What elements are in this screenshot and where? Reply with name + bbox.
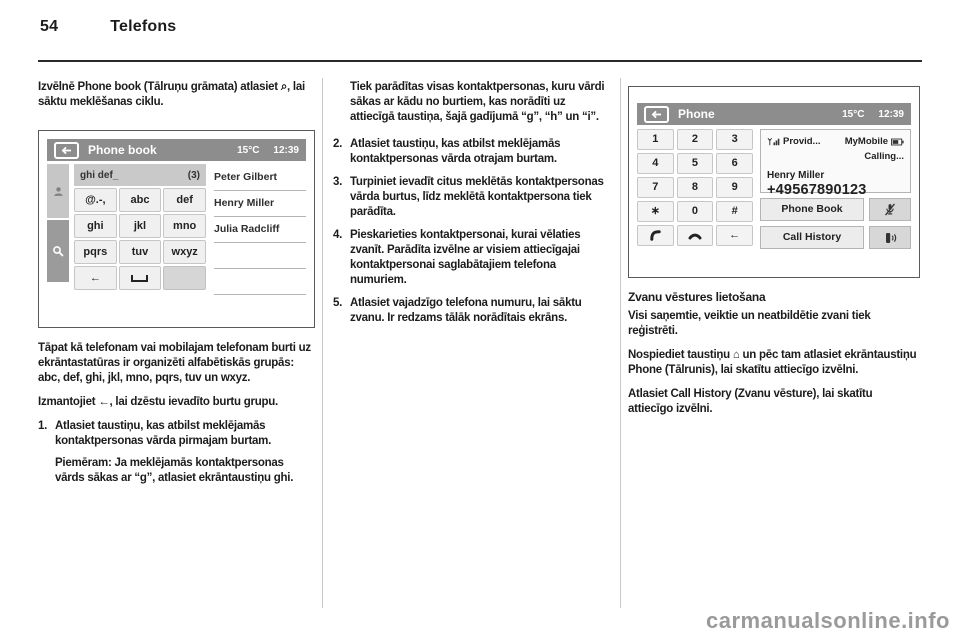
step-number: 2. — [333, 138, 343, 150]
column-2 — [333, 80, 609, 334]
paragraph-step1-result: Tiek parādītas visas kontaktpersonas, kuru vārdi sākas ar kādu no burtiem, kas norādīti uz attiecīgā taustiņa, šajā gadījumā “g”, “h” un “i”. — [350, 81, 605, 123]
paragraph-keyboard-groups: Tāpat kā telefonam vai mobilajam telefonam burti uz ekrāntastatūras ir organizēti alfabētiskās grupās: abc, def, ghi, jkl, mno, pqrs, tuv un wxyz. — [38, 342, 311, 384]
step-1-example: Piemēram: Ja meklējamās kontaktpersonas vārds sākas ar “g”, atlasiet ekrāntaustiņu ghi. — [55, 457, 294, 484]
page-number: 54 — [40, 18, 59, 35]
phonebook-title-bar — [47, 139, 306, 161]
step-2 — [333, 137, 609, 167]
key-0: 0 — [677, 201, 714, 222]
key-5: 5 — [677, 153, 714, 174]
letter-key-grid — [74, 188, 206, 290]
key-pqrs: pqrs — [74, 240, 117, 264]
phonebook-sidebar — [47, 164, 69, 295]
handset-audio-button — [869, 226, 911, 249]
header-rule — [38, 60, 922, 62]
space-key — [119, 266, 162, 290]
key-abc: abc — [119, 188, 162, 212]
figure-phonebook-screenshot — [38, 130, 315, 328]
phonebook-screen-title: Phone book — [88, 142, 157, 157]
letter-keyboard — [74, 164, 206, 295]
mute-button — [869, 198, 911, 221]
key-9: 9 — [716, 177, 753, 198]
blank-key — [163, 266, 206, 290]
step-4 — [333, 228, 609, 288]
caller-name: Henry Miller — [767, 170, 825, 181]
caller-number: +49567890123 — [767, 182, 867, 198]
provider-label: Provid... — [783, 136, 821, 147]
key-star: ∗ — [637, 201, 674, 222]
dial-pad — [637, 129, 753, 249]
key-4: 4 — [637, 153, 674, 174]
step-number: 5. — [333, 297, 343, 309]
step-2-text: Atlasiet taustiņu, kas atbilst meklējamās kontaktpersonas vārda otrajam burtam. — [350, 138, 561, 165]
person-icon — [53, 186, 64, 197]
key-symbols: @.-, — [74, 188, 117, 212]
backspace-key: ← — [74, 266, 117, 290]
key-mno: mno — [163, 214, 206, 238]
paragraph-search-intro: Izvēlnē Phone book (Tālruņu grāmata) atlasiet ⌕, lai sāktu meklēšanas ciklu. — [38, 81, 305, 108]
call-history-button-row — [760, 226, 911, 249]
key-wxyz: wxyz — [163, 240, 206, 264]
paragraph-select-call-history: Atlasiet Call History (Zvanu vēsture), lai skatītu attiecīgo izvēlni. — [628, 388, 873, 415]
key-hash: # — [716, 201, 753, 222]
step-5 — [333, 296, 609, 326]
end-call-handset-icon — [688, 231, 702, 240]
phonebook-button-row — [760, 198, 911, 221]
status-area — [842, 107, 904, 122]
contact-name: Julia Radcliff — [214, 223, 280, 235]
key-7: 7 — [637, 177, 674, 198]
search-tab — [47, 220, 69, 282]
contact-row — [214, 217, 306, 243]
phone-screen-title: Phone — [678, 106, 715, 121]
search-icon — [52, 245, 64, 257]
contacts-tab — [47, 164, 69, 218]
paragraph-press-home: Nospiediet taustiņu ⌂ un pēc tam atlasiet ekrāntaustiņu Phone (Tālrunis), lai skatītu attiecīgo izvēlni. — [628, 349, 917, 376]
contact-name: Peter Gilbert — [214, 171, 278, 183]
paragraph-calls-registered: Visi saņemtie, veiktie un neatbildētie zvani tiek reģistrēti. — [628, 310, 871, 337]
column-1 — [38, 80, 315, 494]
key-ghi: ghi — [74, 214, 117, 238]
contact-row — [214, 165, 306, 191]
contact-result-list — [214, 164, 306, 295]
back-arrow-glyph — [60, 146, 73, 155]
temperature-readout: 15°C — [237, 144, 260, 156]
contact-row-empty — [214, 243, 306, 269]
key-8: 8 — [677, 177, 714, 198]
figure-phone-screenshot — [628, 86, 920, 278]
network-row — [767, 134, 904, 149]
status-area — [237, 143, 299, 158]
key-jkl: jkl — [119, 214, 162, 238]
column-3 — [628, 80, 920, 426]
mute-microphone-icon — [884, 203, 896, 216]
column-divider — [322, 78, 323, 608]
step-number: 1. — [38, 420, 48, 432]
step-text — [55, 419, 315, 486]
back-arrow-glyph — [650, 110, 663, 119]
key-1: 1 — [637, 129, 674, 150]
phone-screen-body — [637, 129, 911, 249]
handset-audio-icon — [883, 232, 897, 244]
call-handset-icon — [649, 229, 662, 242]
phone-book-button: Phone Book — [760, 198, 864, 221]
step-1 — [38, 419, 315, 486]
call-key — [637, 225, 674, 246]
key-tuv: tuv — [119, 240, 162, 264]
step-3 — [333, 175, 609, 220]
contact-row — [214, 191, 306, 217]
space-icon — [131, 275, 148, 282]
key-2: 2 — [677, 129, 714, 150]
search-input-field — [74, 164, 206, 186]
column-divider — [620, 78, 621, 608]
device-name: MyMobile — [844, 136, 888, 147]
backspace-key: ← — [716, 225, 753, 246]
step-5-text: Atlasiet vajadzīgo telefona numuru, lai sāktu zvanu. Ir redzams tālāk norādītais ekrāns. — [350, 297, 582, 324]
battery-icon — [891, 138, 904, 146]
step-1-text: Atlasiet taustiņu, kas atbilst meklējamās kontaktpersonas vārda pirmajam burtam. — [55, 420, 272, 447]
clock-readout: 12:39 — [878, 108, 904, 120]
device-area — [845, 134, 904, 149]
step-4-text: Pieskarieties kontaktpersonai, kurai vēlaties zvanīt. Parādīta izvēlne ar visiem attiecīgajai kontaktpersonai saglabātajiem telefona numuriem. — [350, 229, 581, 286]
call-history-button: Call History — [760, 226, 864, 249]
key-def: def — [163, 188, 206, 212]
end-call-key — [677, 225, 714, 246]
phone-title-bar — [637, 103, 911, 125]
signal-strength-icon — [767, 137, 780, 146]
match-count: (3) — [187, 169, 200, 181]
phonebook-screen-body — [47, 164, 306, 295]
entered-letter-groups: ghi def_ — [80, 169, 119, 181]
section-heading-call-history: Zvanu vēstures lietošana — [628, 290, 766, 304]
clock-readout: 12:39 — [273, 144, 299, 156]
temperature-readout: 15°C — [842, 108, 865, 120]
key-6: 6 — [716, 153, 753, 174]
back-icon — [644, 106, 669, 123]
call-info-box — [760, 129, 911, 198]
call-status: Calling... — [864, 151, 904, 162]
chapter-title: Telefons — [110, 18, 177, 35]
contact-row-empty — [214, 269, 306, 295]
page-header — [40, 18, 920, 36]
step-number: 4. — [333, 229, 343, 241]
back-icon — [54, 142, 79, 159]
step-3-text: Turpiniet ievadīt citus meklētās kontaktpersonas vārda burtus, līdz meklētā kontaktpersona tiek parādīta. — [350, 176, 604, 218]
paragraph-delete-group: Izmantojiet ←, lai dzēstu ievadīto burtu grupu. — [38, 396, 278, 408]
step-number: 3. — [333, 176, 343, 188]
call-info-panel — [760, 129, 911, 249]
watermark: carmanualsonline.info — [706, 608, 950, 633]
key-3: 3 — [716, 129, 753, 150]
contact-name: Henry Miller — [214, 197, 275, 209]
